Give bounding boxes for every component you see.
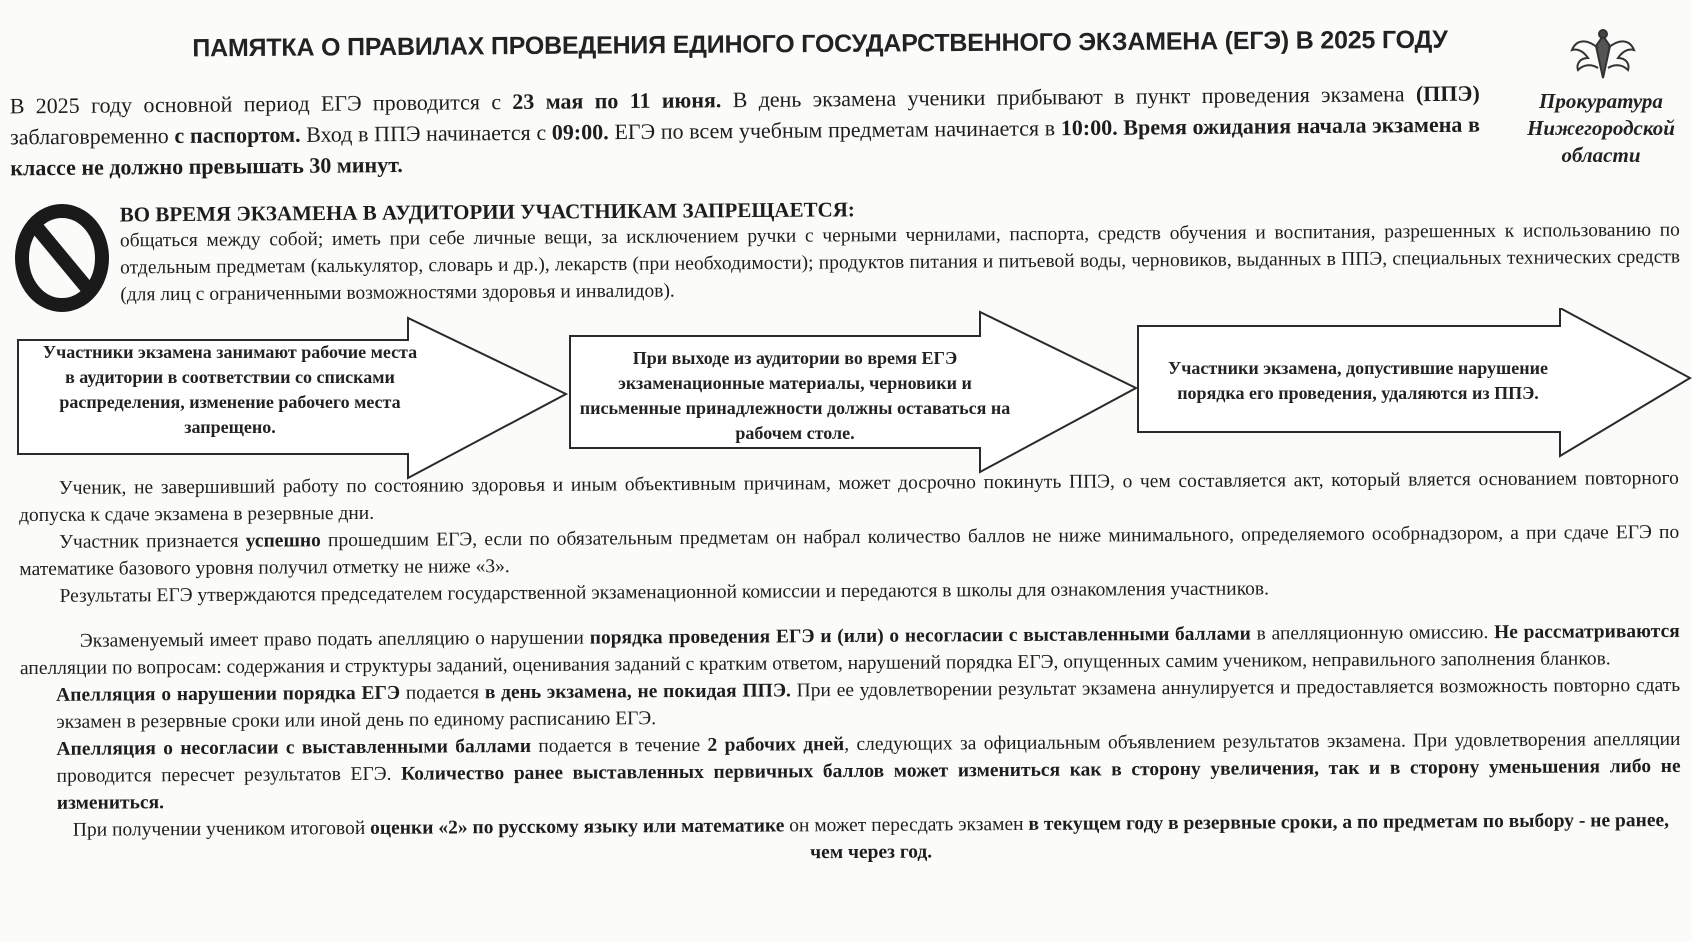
document-title: ПАМЯТКА О ПРАВИЛАХ ПРОВЕДЕНИЯ ЕДИНОГО ГОСУДАРСТВЕННОГО ЭКЗАМЕНА (ЕГЭ) В 2025 ГОДУ: [192, 25, 1448, 63]
rules-body: [19, 465, 1681, 871]
procedure-appeal-paragraph: [20, 672, 1680, 736]
body-bold: успешно: [245, 530, 321, 552]
start-time-note: 10:00. Время ожидания начала экзамена в классе не должно превышать 30 минут.: [10, 111, 1481, 181]
body-text: он может пересдать экзамен: [784, 813, 1029, 837]
body-bold: в текущем году в резервные сроки, а по предметам по выбору - не ранее, чем через год.: [810, 809, 1670, 864]
intro-text: ЕГЭ по всем учебным предметам начинается в: [608, 115, 1061, 145]
body-text: подается в течение: [530, 734, 708, 757]
exam-dates: 23 мая по 11 июня.: [512, 87, 722, 115]
results-paragraph: Результаты ЕГЭ утверждаются председателем государственной экзаменационной комиссии и передаются в школы для ознакомления участников.: [59, 578, 1270, 607]
intro-paragraph: [10, 78, 1481, 184]
intro-text: Вход в ППЭ начинается с: [300, 119, 552, 147]
organization-name: [1510, 88, 1692, 169]
prohibition-sign-icon: [12, 200, 114, 318]
body-text: в апелляционную омиссию.: [1250, 622, 1495, 645]
appeal-paragraph: [20, 618, 1680, 682]
success-paragraph: [19, 519, 1679, 583]
prohibitions-text: общаться между собой; иметь при себе личные вещи, за исключением ручки с черными чернилами, паспорта, средств обучения и воспитания, разрешенных к использованию по отдельным предметам (калькулятор, словарь и др.), лекарств (при необходимости); продуктов питания и питьевой воды, черновиков, выданных в ППЭ, специальных технических средств (для лиц с ограниченными возможностями здоровья и инвалидов).: [119, 219, 1681, 306]
intro-text: В 2025 году основной период ЕГЭ проводится с: [9, 89, 513, 119]
org-line-3: области: [1561, 143, 1641, 167]
arrow-rule-3: Участники экзамена, допустившие нарушение порядка его проведения, удаляются из ППЭ.: [1168, 358, 1548, 403]
score-appeal-paragraph: [20, 726, 1680, 817]
entry-time: 09:00.: [551, 119, 609, 145]
arrow-rule-2: При выходе из аудитории во время ЕГЭ экзаменационные материалы, черновики и письменные принадлежности должны оставаться на рабочем столе.: [579, 348, 1011, 443]
body-text: При получении учеником итоговой: [72, 817, 371, 841]
body-text: подается: [399, 682, 485, 704]
body-text: При ее удовлетворении результат экзамена аннулируется и предоставляется возможность повторно сдать экзамен в резервные сроки или иной день по единому расписанию ЕГЭ.: [56, 674, 1681, 733]
body-bold: Апелляция о нарушении порядка ЕГЭ: [56, 682, 401, 706]
body-bold: в день экзамена, не покидая ППЭ.: [484, 680, 791, 704]
ppe-abbr: (ППЭ): [1415, 80, 1480, 107]
retake-paragraph: [21, 807, 1681, 871]
intro-text: В день экзамена ученики прибывают в пункт проведения экзамена: [721, 81, 1417, 113]
prohibitions-heading: ВО ВРЕМЯ ЭКЗАМЕНА В АУДИТОРИИ УЧАСТНИКАМ ЗАПРЕЩАЕТСЯ:: [119, 197, 855, 227]
early-leave-paragraph: Ученик, не завершивший работу по состоянию здоровья и иным объективным причинам, может досрочно покинуть ППЭ, о чем составляется акт, который вляется основанием повторного допуска к сдаче экзамена в резервные дни.: [18, 467, 1679, 527]
body-bold: оценки «2» по русскому языку или математике: [370, 815, 785, 839]
body-bold: Количество ранее выставленных первичных баллов может измениться как в сторону увеличения, так и в сторону уменьшения либо не измениться.: [56, 755, 1681, 814]
body-bold: Апелляция о несогласии с выставленными баллами: [56, 735, 532, 760]
prohibitions-section: [120, 191, 1681, 309]
intro-text: заблаговременно: [9, 122, 175, 150]
org-line-1: Прокуратура: [1539, 89, 1663, 113]
body-bold: Не рассматриваются: [1494, 620, 1680, 644]
body-text: апелляции по вопросам: содержания и структуры заданий, оценивания заданий с кратким ответом, нарушений порядка ЕГЭ, опущенных самим учеником, неправильного заполнения бланков.: [19, 648, 1611, 680]
body-text: Экзаменуемый имеет право подать апелляцию о нарушении: [79, 627, 590, 652]
passport-note: с паспортом.: [174, 121, 301, 148]
prosecutor-emblem-icon: [1568, 28, 1638, 86]
arrow-rule-1: Участники экзамена занимают рабочие места в аудитории в соответствии со списками распределения, изменение рабочего места запрещено.: [42, 342, 418, 437]
body-bold: порядка проведения ЕГЭ и (или) о несогласии с выставленными баллами: [589, 623, 1251, 649]
org-line-2: Нижегородской: [1527, 116, 1675, 140]
body-text: прошедшим ЕГЭ, если по обязательным предметам он набрал количество баллов не ниже минимального, определяемого особрнадзором, а при сдаче ЕГЭ по математике базового уровня получил отметку не ниже «3».: [19, 521, 1680, 581]
body-text: , следующих за официальным объявлением результатов экзамена. При удовлетворения апелляции проводится пересчет результатов ЕГЭ.: [56, 728, 1681, 787]
body-bold: 2 рабочих дней: [707, 734, 845, 756]
body-text: Участник признается: [59, 530, 246, 553]
